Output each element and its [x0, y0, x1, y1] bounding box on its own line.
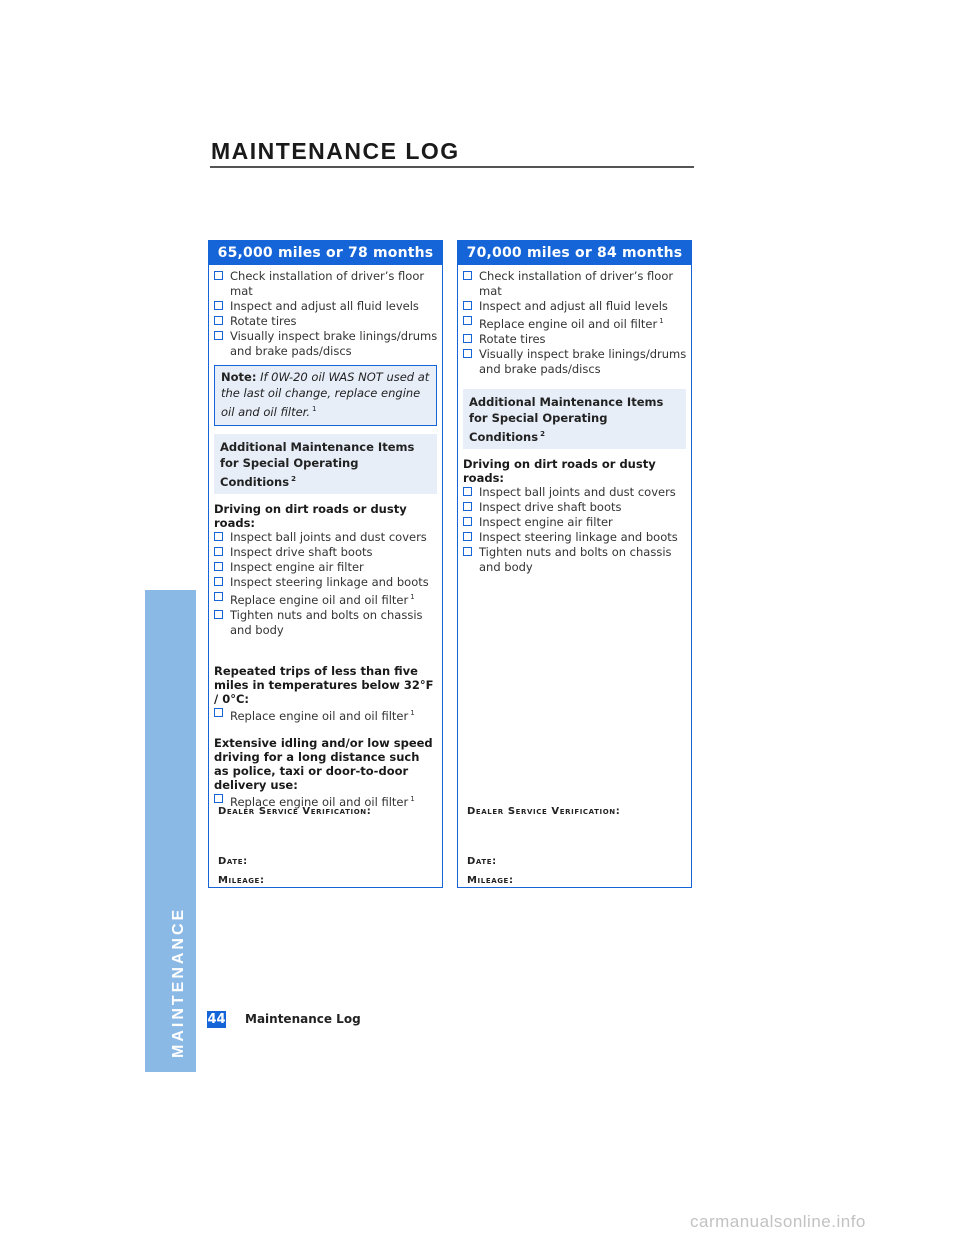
- checkbox-icon[interactable]: [214, 794, 223, 803]
- dealer-verification-label: Dealer Service Verification:: [218, 806, 372, 817]
- service-checklist: [214, 269, 442, 359]
- checkbox-icon[interactable]: [463, 271, 472, 280]
- checklist-item[interactable]: Rotate tires: [214, 314, 442, 329]
- checklist-item[interactable]: Inspect engine air filter: [463, 515, 691, 530]
- checklist-item[interactable]: Inspect drive shaft boots: [214, 545, 442, 560]
- checkbox-icon[interactable]: [214, 271, 223, 280]
- checkbox-icon[interactable]: [463, 502, 472, 511]
- checkbox-icon[interactable]: [463, 487, 472, 496]
- checkbox-icon[interactable]: [214, 708, 223, 717]
- mileage-label: Mileage:: [467, 875, 514, 886]
- column-heading: 70,000 miles or 84 months: [458, 241, 691, 265]
- checklist-item[interactable]: Visually inspect brake linings/drums and brake pads/discs: [214, 329, 442, 359]
- checklist-item[interactable]: Inspect steering linkage and boots: [214, 575, 442, 590]
- group-checklist: [214, 530, 442, 638]
- checkbox-icon[interactable]: [463, 547, 472, 556]
- watermark-text: carmanualsonline.info: [690, 1212, 866, 1231]
- checkbox-icon[interactable]: [463, 349, 472, 358]
- checkbox-icon[interactable]: [214, 562, 223, 571]
- checkbox-icon[interactable]: [214, 547, 223, 556]
- group-heading: Extensive idling and/or low speed driving for a long distance such as police, taxi or door-to-door delivery use:: [214, 736, 433, 792]
- date-label: Date:: [218, 856, 248, 867]
- group-checklist: [463, 485, 691, 575]
- group-heading: Repeated trips of less than five miles in temperatures below 32°F / 0°C:: [214, 664, 434, 706]
- checklist-item[interactable]: Replace engine oil and oil filter $^1$: [214, 706, 442, 724]
- checklist-item[interactable]: Tighten nuts and bolts on chassis and body: [463, 545, 691, 575]
- dealer-verification-label: Dealer Service Verification:: [467, 806, 621, 817]
- checkbox-icon[interactable]: [214, 331, 223, 340]
- date-label: Date:: [467, 856, 497, 867]
- checklist-item[interactable]: Inspect engine air filter: [214, 560, 442, 575]
- checkbox-icon[interactable]: [214, 610, 223, 619]
- checklist-item[interactable]: Inspect steering linkage and boots: [463, 530, 691, 545]
- note-footnote: 1: [312, 405, 317, 413]
- oil-note: [214, 365, 437, 426]
- title-divider: [210, 166, 694, 168]
- checklist-item[interactable]: Check installation of driver’s floor mat: [214, 269, 442, 299]
- group-heading: Driving on dirt roads or dusty roads:: [463, 457, 656, 485]
- page-number-badge: 44: [207, 1012, 226, 1027]
- checkbox-icon[interactable]: [214, 592, 223, 601]
- side-tab-label: MAINTENANCE: [169, 906, 187, 1058]
- checklist-item[interactable]: Replace engine oil and oil filter $^1$: [463, 314, 691, 332]
- page-title: MAINTENANCE LOG: [211, 138, 460, 164]
- log-column-70000: [457, 240, 692, 888]
- checklist-item[interactable]: Inspect ball joints and dust covers: [463, 485, 691, 500]
- section-side-tab: [145, 590, 196, 1072]
- special-conditions-heading: Additional Maintenance Items for Special Operating Conditions $^2$: [463, 389, 686, 449]
- checkbox-icon[interactable]: [214, 532, 223, 541]
- checkbox-icon[interactable]: [463, 316, 472, 325]
- checklist-item[interactable]: Inspect and adjust all fluid levels: [214, 299, 442, 314]
- checklist-item[interactable]: Visually inspect brake linings/drums and brake pads/discs: [463, 347, 691, 377]
- checklist-item[interactable]: Inspect drive shaft boots: [463, 500, 691, 515]
- note-label: Note:: [221, 370, 257, 384]
- checkbox-icon[interactable]: [214, 577, 223, 586]
- checkbox-icon[interactable]: [214, 316, 223, 325]
- checkbox-icon[interactable]: [463, 301, 472, 310]
- special-conditions-heading: Additional Maintenance Items for Special Operating Conditions $^2$: [214, 434, 437, 494]
- service-checklist: [463, 269, 691, 377]
- checkbox-icon[interactable]: [463, 334, 472, 343]
- checklist-item[interactable]: Replace engine oil and oil filter $^1$: [214, 590, 442, 608]
- checkbox-icon[interactable]: [463, 532, 472, 541]
- note-text: If 0W-20 oil WAS NOT used at the last oil change, replace engine oil and oil filter.: [221, 370, 430, 419]
- checklist-item[interactable]: Check installation of driver’s floor mat: [463, 269, 691, 299]
- footer-section-label: Maintenance Log: [245, 1012, 361, 1026]
- checklist-item[interactable]: Tighten nuts and bolts on chassis and body: [214, 608, 442, 638]
- checklist-item[interactable]: Inspect and adjust all fluid levels: [463, 299, 691, 314]
- log-column-65000: [208, 240, 443, 888]
- checkbox-icon[interactable]: [463, 517, 472, 526]
- column-heading: 65,000 miles or 78 months: [209, 241, 442, 265]
- group-checklist: [214, 706, 442, 724]
- group-heading: Driving on dirt roads or dusty roads:: [214, 502, 407, 530]
- checklist-item[interactable]: Rotate tires: [463, 332, 691, 347]
- checkbox-icon[interactable]: [214, 301, 223, 310]
- checklist-item[interactable]: Replace engine oil and oil filter $^1$: [214, 792, 442, 810]
- checklist-item[interactable]: Inspect ball joints and dust covers: [214, 530, 442, 545]
- mileage-label: Mileage:: [218, 875, 265, 886]
